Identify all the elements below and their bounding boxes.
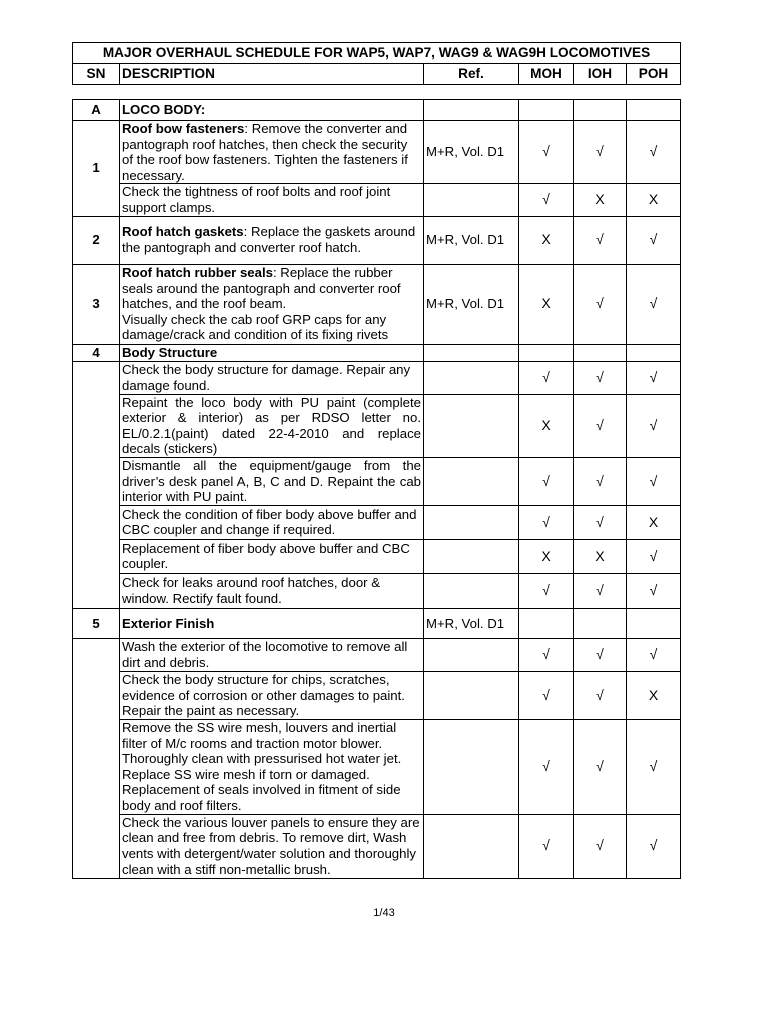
moh-mark: √ [519, 457, 574, 505]
item-ref: M+R, Vol. D1 [424, 121, 519, 184]
item-description: Replacement of fiber body above buffer and CBC coupler. [120, 539, 424, 573]
poh-mark: √ [627, 719, 681, 814]
item-description: Dismantle all the equipment/gauge from the driver’s desk panel A, B, C and D. Repaint the cab interior with PU paint. [120, 457, 424, 505]
ioh-mark: √ [574, 505, 627, 539]
table-row [73, 121, 681, 184]
moh-mark: √ [519, 184, 574, 216]
item-description: Check the tightness of roof bolts and roof joint support clamps. [120, 184, 424, 216]
col-header-moh: MOH [519, 64, 574, 85]
moh-mark: √ [519, 814, 574, 878]
document-title: MAJOR OVERHAUL SCHEDULE FOR WAP5, WAP7, WAG9 & WAG9H LOCOMOTIVES [73, 43, 681, 64]
table-row [73, 719, 681, 814]
item-heading: Roof hatch gaskets [122, 224, 244, 240]
poh-mark: √ [627, 539, 681, 573]
ioh-mark: √ [574, 814, 627, 878]
item-text: : Replace the rubber seals around the pantograph and converter roof hatches, and the roof beam. [122, 265, 401, 312]
ioh-mark: √ [574, 719, 627, 814]
item-description [120, 216, 424, 264]
schedule-header-table [72, 42, 681, 85]
poh-mark: √ [627, 457, 681, 505]
section-sn: A [73, 100, 120, 121]
ioh-mark: X [574, 539, 627, 573]
page-number: 1/43 [373, 907, 395, 919]
col-header-ioh: IOH [574, 64, 627, 85]
moh-mark: √ [519, 573, 574, 608]
ioh-mark: X [574, 184, 627, 216]
ioh-mark: √ [574, 671, 627, 719]
item-ref: M+R, Vol. D1 [424, 264, 519, 344]
moh-mark: √ [519, 505, 574, 539]
item-description: Check the body structure for chips, scratches, evidence of corrosion or other damages to paint. Repair the paint as necessary. [120, 671, 424, 719]
table-row [73, 457, 681, 505]
ioh-mark: √ [574, 573, 627, 608]
subsection-row [73, 608, 681, 638]
col-header-poh: POH [627, 64, 681, 85]
poh-mark: √ [627, 573, 681, 608]
poh-mark: X [627, 184, 681, 216]
ioh-mark: √ [574, 457, 627, 505]
poh-mark: √ [627, 394, 681, 457]
col-header-ref: Ref. [424, 64, 519, 85]
item-sn: 3 [73, 264, 120, 344]
ioh-mark: √ [574, 361, 627, 394]
table-row [73, 184, 681, 216]
poh-mark: √ [627, 121, 681, 184]
moh-mark: X [519, 539, 574, 573]
item-sn: 2 [73, 216, 120, 264]
item-sn: 5 [73, 608, 120, 638]
item-ref [424, 184, 519, 216]
item-description: Check for leaks around roof hatches, door & window. Rectify fault found. [120, 573, 424, 608]
ioh-mark: √ [574, 264, 627, 344]
table-row [73, 573, 681, 608]
col-header-sn: SN [73, 64, 120, 85]
table-row [73, 264, 681, 344]
table-row [73, 671, 681, 719]
poh-mark: X [627, 671, 681, 719]
ioh-mark: √ [574, 638, 627, 671]
table-row [73, 361, 681, 394]
moh-mark: √ [519, 719, 574, 814]
item-heading: Roof hatch rubber seals [122, 265, 273, 281]
item-description: Repaint the loco body with PU paint (complete exterior & interior) as per RDSO letter no. EL/0.2.1(paint) dated 22-4-2010 and replace decals (stickers) [120, 394, 424, 457]
ioh-mark: √ [574, 216, 627, 264]
item-description: Remove the SS wire mesh, louvers and inertial filter of M/c rooms and traction motor blower. Thoroughly clean with pressurised hot water jet. Replace SS wire mesh if torn or damaged. Replacement of seals involved in fitment of side body and roof filters. [120, 719, 424, 814]
table-row [73, 539, 681, 573]
item-description: Check the various louver panels to ensure they are clean and free from debris. To remove dirt, Wash vents with detergent/water solution and thoroughly clean with a stiff non-metallic brush. [120, 814, 424, 878]
ioh-mark: √ [574, 121, 627, 184]
ioh-mark: √ [574, 394, 627, 457]
table-row [73, 505, 681, 539]
moh-mark: √ [519, 638, 574, 671]
subsection-row [73, 344, 681, 361]
item-heading: Roof bow fasteners [122, 121, 245, 136]
moh-mark: X [519, 216, 574, 264]
moh-mark: X [519, 394, 574, 457]
col-header-description: DESCRIPTION [120, 64, 424, 85]
item-sn: 1 [73, 121, 120, 217]
item-description: Check the body structure for damage. Repair any damage found. [120, 361, 424, 394]
item-ref: M+R, Vol. D1 [424, 216, 519, 264]
item-text-2: Visually check the cab roof GRP caps for any damage/crack and condition of its fixing rivets [122, 311, 389, 343]
table-row [73, 638, 681, 671]
subsection-title: Exterior Finish [120, 608, 424, 638]
table-row [73, 394, 681, 457]
subsection-title: Body Structure [120, 344, 424, 361]
table-row [73, 216, 681, 264]
moh-mark: √ [519, 671, 574, 719]
schedule-table [72, 99, 681, 879]
poh-mark: √ [627, 814, 681, 878]
item-description: Wash the exterior of the locomotive to remove all dirt and debris. [120, 638, 424, 671]
item-text: : Replace the gaskets around the pantograph and converter roof hatch. [122, 224, 416, 256]
poh-mark: X [627, 505, 681, 539]
item-sn: 4 [73, 344, 120, 361]
moh-mark: X [519, 264, 574, 344]
table-row [73, 814, 681, 878]
item-description [120, 121, 424, 184]
item-text: : Remove the converter and pantograph roof hatches, then check the security of the roof bow fasteners. Tighten the fasteners if necessary. [122, 121, 408, 183]
item-description [120, 264, 424, 344]
item-ref: M+R, Vol. D1 [424, 608, 519, 638]
item-description: Check the condition of fiber body above buffer and CBC coupler and change if required. [120, 505, 424, 539]
poh-mark: √ [627, 264, 681, 344]
section-row [73, 100, 681, 121]
section-title: LOCO BODY: [120, 100, 424, 121]
poh-mark: √ [627, 638, 681, 671]
poh-mark: √ [627, 216, 681, 264]
moh-mark: √ [519, 121, 574, 184]
moh-mark: √ [519, 361, 574, 394]
poh-mark: √ [627, 361, 681, 394]
